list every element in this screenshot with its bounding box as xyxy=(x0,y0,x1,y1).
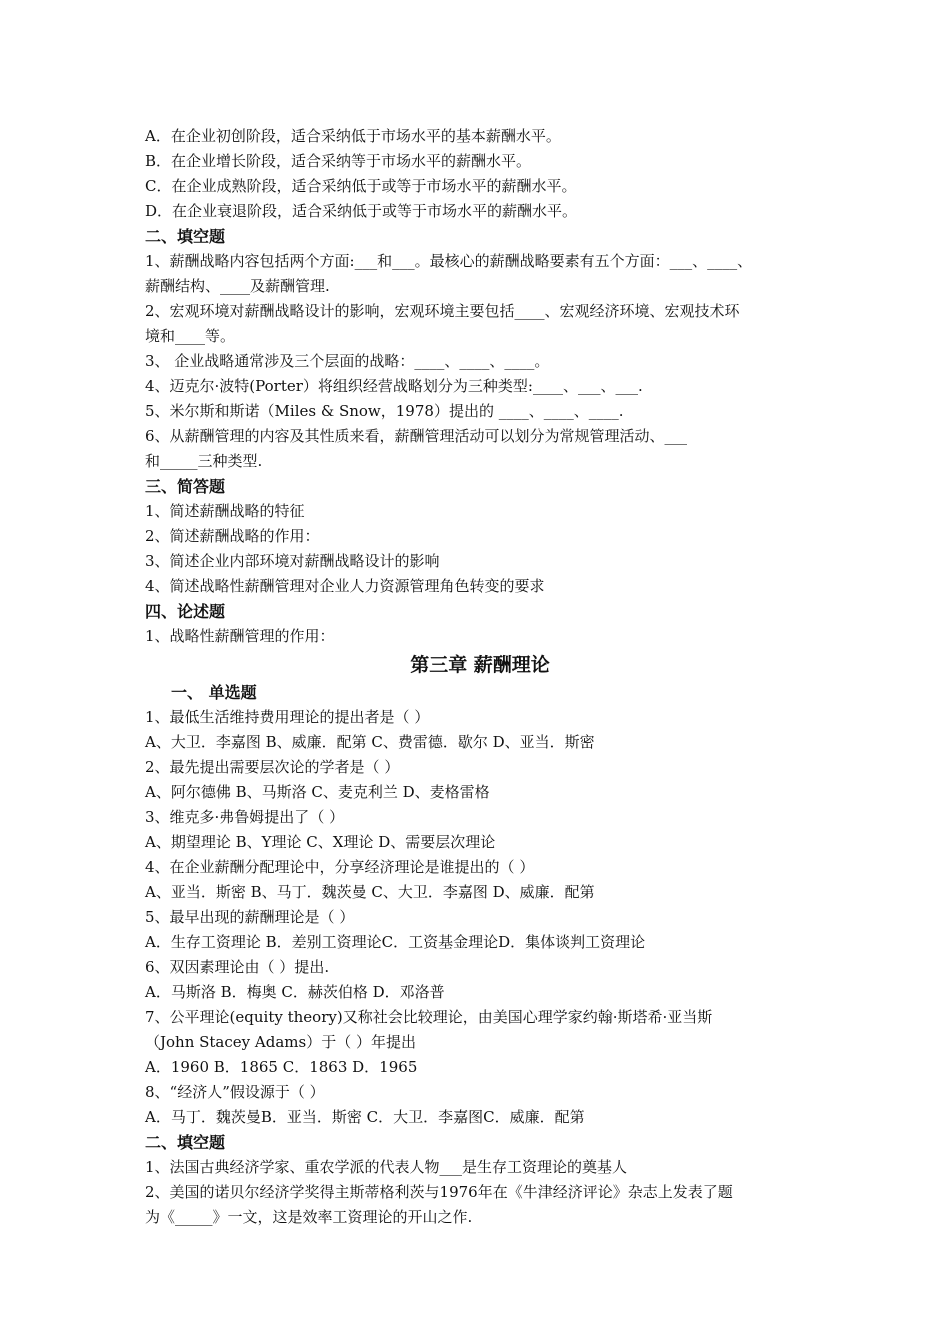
mc-line: A、亚当．斯密 B、马丁．魏茨曼 C、大卫．李嘉图 D、威廉．配第 xyxy=(145,883,595,901)
mc-line: A．马斯洛 B．梅奥 C．赫茨伯格 D．邓洛普 xyxy=(145,983,445,1001)
document-page xyxy=(145,124,815,1230)
fill-line: 薪酬结构、____及薪酬管理. xyxy=(145,277,330,295)
mc-line: 2、最先提出需要层次论的学者是（ ） xyxy=(145,758,400,776)
mc-line: 7、公平理论(equity theory)又称社会比较理论，由美国心理学家约翰·斯塔希·亚当斯 xyxy=(145,1008,713,1026)
mc-line: A、大卫．李嘉图 B、威廉．配第 C、费雷德．歇尔 D、亚当．斯密 xyxy=(145,733,595,751)
option-d: D．在企业衰退阶段，适合采纳低于或等于市场水平的薪酬水平。 xyxy=(145,202,578,220)
mc-line: A．生存工资理论 B．差别工资理论C．工资基金理论D．集体谈判工资理论 xyxy=(145,933,646,951)
option-c: C．在企业成熟阶段，适合采纳低于或等于市场水平的薪酬水平。 xyxy=(145,177,577,195)
short-question: 2、简述薪酬战略的作用： xyxy=(145,527,320,545)
short-question: 3、简述企业内部环境对薪酬战略设计的影响 xyxy=(145,552,440,570)
mc-line: 6、双因素理论由（ ）提出. xyxy=(145,958,330,976)
fill-line: 1、薪酬战略内容包括两个方面:___和___。最核心的薪酬战略要素有五个方面：___、____、 xyxy=(145,252,753,270)
mc-line: A．1960 B．1865 C．1863 D．1965 xyxy=(145,1058,418,1076)
fill-line: 2、宏观环境对薪酬战略设计的影响，宏观环境主要包括____、宏观经济环境、宏观技术环 xyxy=(145,302,740,320)
short-question: 1、简述薪酬战略的特征 xyxy=(145,502,305,520)
fill-line: 和_____三种类型. xyxy=(145,452,263,470)
mc-line: （John Stacey Adams）于（ ）年提出 xyxy=(145,1033,416,1051)
mc-line: A、阿尔德佛 B、马斯洛 C、麦克利兰 D、麦格雷格 xyxy=(145,783,490,801)
section-heading-short: 三、简答题 xyxy=(145,477,226,496)
option-a: A．在企业初创阶段，适合采纳低于市场水平的基本薪酬水平。 xyxy=(145,127,561,145)
mc-line: 8、“经济人”假设源于（ ） xyxy=(145,1083,325,1101)
option-b: B．在企业增长阶段，适合采纳等于市场水平的薪酬水平。 xyxy=(145,152,532,170)
chapter-title: 第三章 薪酬理论 xyxy=(410,654,550,676)
mc-line: 4、在企业薪酬分配理论中，分享经济理论是谁提出的（ ） xyxy=(145,858,535,876)
fill-line: 境和____等。 xyxy=(145,327,236,345)
fill-line: 4、迈克尔·波特(Porter）将组织经营战略划分为三种类型:____、___、___. xyxy=(145,377,643,395)
fill-line: 5、米尔斯和斯诺（Miles & Snow，1978）提出的 ____、____、____. xyxy=(145,402,624,420)
mc-line: A、期望理论 B、Y理论 C、X理论 D、需要层次理论 xyxy=(145,833,496,851)
mc-line: 5、最早出现的薪酬理论是（ ） xyxy=(145,908,355,926)
mc-line: 3、维克多·弗鲁姆提出了（ ） xyxy=(145,808,345,826)
fill-line: 6、从薪酬管理的内容及其性质来看，薪酬管理活动可以划分为常规管理活动、___ xyxy=(145,427,688,445)
section-heading-essay: 四、论述题 xyxy=(145,602,226,621)
fill-line-ch3: 2、美国的诺贝尔经济学奖得主斯蒂格利茨与1976年在《牛津经济评论》杂志上发表了题 xyxy=(145,1183,733,1201)
section-heading-fill-ch3: 二、填空题 xyxy=(145,1133,226,1152)
short-question: 4、简述战略性薪酬管理对企业人力资源管理角色转变的要求 xyxy=(145,577,545,595)
section-heading-single-choice: 一、 单选题 xyxy=(171,683,257,702)
fill-line-ch3: 为《_____》一文，这是效率工资理论的开山之作. xyxy=(145,1208,473,1226)
section-heading-fill: 二、填空题 xyxy=(145,227,226,246)
essay-question: 1、战略性薪酬管理的作用： xyxy=(145,627,335,645)
mc-line: 1、最低生活维持费用理论的提出者是（ ） xyxy=(145,708,430,726)
mc-line: A．马丁．魏茨曼B．亚当．斯密 C．大卫．李嘉图C．威廉．配第 xyxy=(145,1108,585,1126)
fill-line-ch3: 1、法国古典经济学家、重农学派的代表人物___是生存工资理论的奠基人 xyxy=(145,1158,628,1176)
fill-line: 3、 企业战略通常涉及三个层面的战略：____、____、____。 xyxy=(145,352,550,370)
